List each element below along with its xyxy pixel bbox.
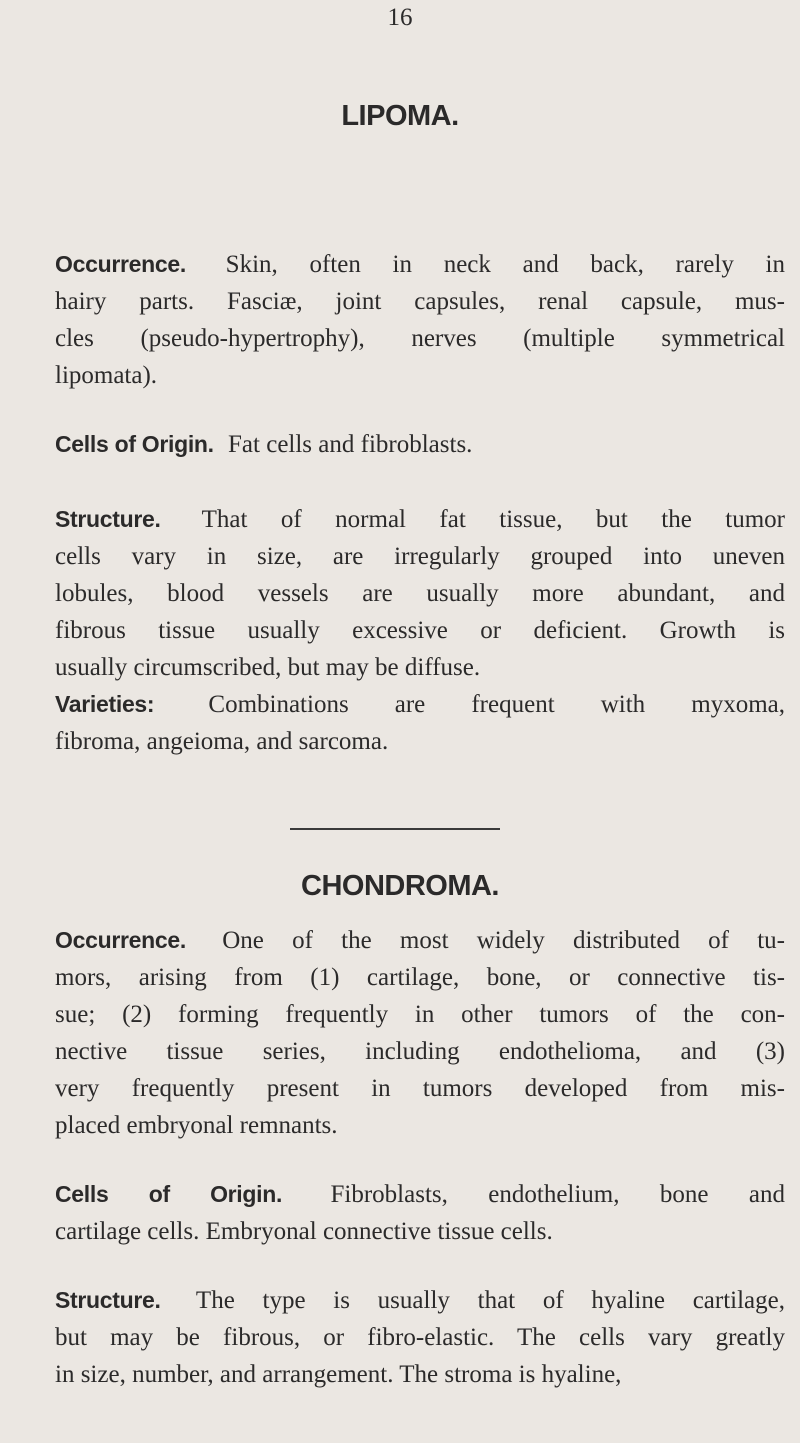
text-line <box>55 538 785 575</box>
line-text: but may be fibrous, or fibro-elastic. The cells vary greatly <box>55 1324 785 1351</box>
text-line <box>55 357 785 394</box>
paragraph-heading: Structure. <box>55 506 161 532</box>
paragraph <box>55 246 785 394</box>
paragraph <box>55 501 785 686</box>
paragraph-heading: Occurrence. <box>55 927 186 953</box>
line-text: One of the most widely distributed of tu- <box>222 927 785 954</box>
text-line <box>55 649 785 686</box>
text-line <box>55 426 785 463</box>
paragraph <box>55 922 785 1144</box>
line-text: cells vary in size, are irregularly grouped into uneven <box>55 543 785 570</box>
paragraph-heading: Occurrence. <box>55 251 186 277</box>
paragraph-heading: Structure. <box>55 1287 161 1313</box>
line-text: Fibroblasts, endothelium, bone and <box>330 1181 785 1208</box>
line-text: That of normal fat tissue, but the tumor <box>201 506 785 533</box>
text-line <box>55 283 785 320</box>
text-line <box>55 1356 785 1393</box>
text-line <box>55 922 785 959</box>
text-line <box>55 612 785 649</box>
line-text: very frequently present in tumors developed from mis- <box>55 1075 785 1102</box>
line-text: nective tissue series, including endothelioma, and (3) <box>55 1038 785 1065</box>
text-line <box>55 1213 785 1250</box>
text-line <box>55 686 785 723</box>
text-line <box>55 1107 785 1144</box>
line-text: The type is usually that of hyaline cartilage, <box>195 1287 785 1314</box>
section-divider <box>290 828 500 830</box>
paragraph <box>55 426 785 463</box>
line-text: usually circumscribed, but may be diffuse. <box>55 654 481 681</box>
line-text: Skin, often in neck and back, rarely in <box>225 251 785 278</box>
paragraph-heading: Cells of Origin. <box>55 431 214 457</box>
page-number: 16 <box>387 4 413 31</box>
text-line <box>55 501 785 538</box>
line-text: placed embryonal remnants. <box>55 1112 338 1139</box>
text-line <box>55 1033 785 1070</box>
line-text: hairy parts. Fasciæ, joint capsules, renal capsule, mus- <box>55 288 785 315</box>
text-line <box>55 1070 785 1107</box>
line-text: in size, number, and arrangement. The stroma is hyaline, <box>55 1361 622 1388</box>
line-text: cartilage cells. Embryonal connective tissue cells. <box>55 1218 553 1245</box>
text-line <box>55 320 785 357</box>
text-line <box>55 959 785 996</box>
paragraph-heading: Varieties: <box>55 691 155 717</box>
text-line <box>55 575 785 612</box>
line-text: Fat cells and fibroblasts. <box>228 431 473 458</box>
text-line <box>55 1319 785 1356</box>
text-line <box>55 1176 785 1213</box>
line-text: cles (pseudo-hypertrophy), nerves (multiple symmetrical <box>55 325 785 352</box>
paragraph <box>55 1282 785 1393</box>
line-text: lipomata). <box>55 362 158 389</box>
text-line <box>55 996 785 1033</box>
text-line <box>55 1282 785 1319</box>
paragraph <box>55 686 785 760</box>
paragraph <box>55 1176 785 1250</box>
line-text: Combinations are frequent with myxoma, <box>208 691 786 718</box>
section-title-chondroma: CHONDROMA. <box>301 870 499 902</box>
line-text: lobules, blood vessels are usually more abundant, and <box>55 580 785 607</box>
paragraph-heading: Cells of Origin. <box>55 1181 283 1207</box>
lipoma-body <box>55 246 785 760</box>
text-line <box>55 723 785 760</box>
line-text: sue; (2) forming frequently in other tumors of the con- <box>55 1001 785 1028</box>
text-line <box>55 246 785 283</box>
line-text: fibroma, angeioma, and sarcoma. <box>55 728 389 755</box>
chondroma-body <box>55 922 785 1393</box>
line-text: fibrous tissue usually excessive or deficient. Growth is <box>55 617 785 644</box>
line-text: mors, arising from (1) cartilage, bone, or connective tis- <box>55 964 785 991</box>
section-title-lipoma: LIPOMA. <box>341 100 459 132</box>
